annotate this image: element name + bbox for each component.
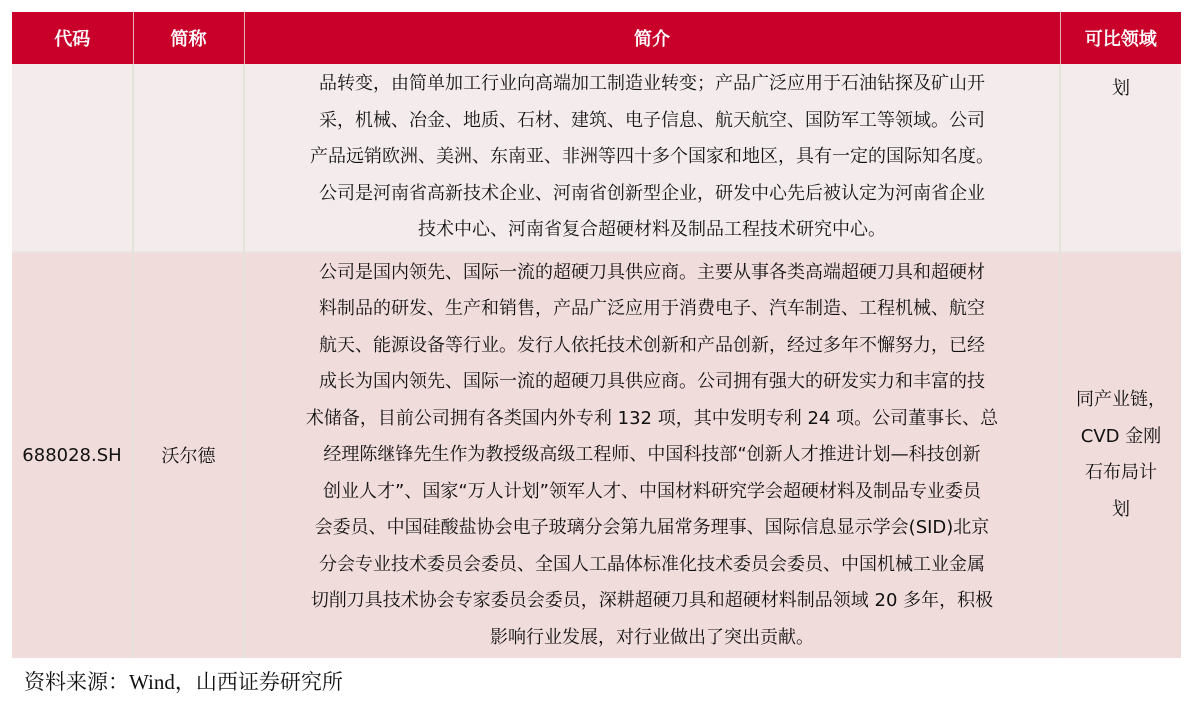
text-line: 成长为国内领先、国际一流的超硬刀具供应商。公司拥有强大的研发实力和丰富的技 (319, 371, 985, 392)
text-line: 航天、能源设备等行业。发行人依托技术创新和产品创新，经过多年不懈努力，已经 (319, 334, 985, 356)
header-comparable: 可比领域 (1060, 12, 1181, 64)
cell-intro (244, 64, 1060, 252)
cell-code: 688028.SH (12, 252, 133, 659)
text-line: 划 (1112, 498, 1130, 520)
company-table (12, 12, 1181, 658)
table-row (12, 252, 1181, 659)
table-header (12, 12, 1181, 64)
header-intro: 简介 (244, 12, 1060, 64)
cell-comparable (1060, 64, 1181, 252)
text-line: 石布局计 (1085, 462, 1157, 484)
text-line: 公司是国内领先、国际一流的超硬刀具供应商。主要从事各类高端超硬刀具和超硬材 (319, 261, 985, 283)
text-line: 分会专业技术委员会委员、全国人工晶体标准化技术委员会委员、中国机械工业金属 (319, 553, 985, 575)
header-code: 代码 (12, 12, 133, 64)
text-line: 创业人才”、国家“万人计划”领军人才、中国材料研究学会超硬材料及制品专业委员 (323, 480, 981, 502)
text-line: 品转变，由简单加工行业向高端加工制造业转变；产品广泛应用于石油钻探及矿山开 (319, 73, 985, 94)
table-row (12, 64, 1181, 252)
cell-short-name: 沃尔德 (133, 252, 244, 659)
text-line: 产品远销欧洲、美洲、东南亚、非洲等四十多个国家和地区，具有一定的国际知名度。 (310, 146, 994, 167)
cell-short-name (133, 64, 244, 252)
text-line: 公司是河南省高新技术企业、河南省创新型企业，研发中心先后被认定为河南省企业 (319, 182, 985, 204)
text-line: 技术中心、河南省复合超硬材料及制品工程技术研究中心。 (418, 219, 886, 240)
text-line: 切削刀具技术协会专家委员会委员，深耕超硬刀具和超硬材料制品领域 20 多年，积极 (310, 590, 994, 611)
text-line: 采，机械、冶金、地质、石材、建筑、电子信息、航天航空、国防军工等领域。公司 (319, 109, 985, 131)
header-short-name: 简称 (133, 12, 244, 64)
cell-code (12, 64, 133, 252)
cell-comparable (1060, 252, 1181, 659)
cell-intro (244, 252, 1060, 659)
text-line: CVD 金刚 (1080, 425, 1162, 447)
text-line: 同产业链， (1076, 389, 1166, 411)
text-line: 影响行业发展，对行业做出了突出贡献。 (490, 626, 814, 648)
text-line: 会委员、中国硅酸盐协会电子玻璃分会第九届常务理事、国际信息显示学会(SID)北京 (314, 517, 990, 538)
text-line: 料制品的研发、生产和销售，产品广泛应用于消费电子、汽车制造、工程机械、航空 (319, 298, 985, 319)
text-line: 术储备，目前公司拥有各类国内外专利 132 项，其中发明专利 24 项。公司董事长、总 (305, 407, 999, 429)
source-note: 资料来源：Wind，山西证券研究所 (24, 670, 343, 694)
text-line: 划 (1112, 78, 1130, 99)
text-line: 经理陈继锋先生作为教授级高级工程师、中国科技部“创新人才推进计划—科技创新 (323, 444, 981, 465)
